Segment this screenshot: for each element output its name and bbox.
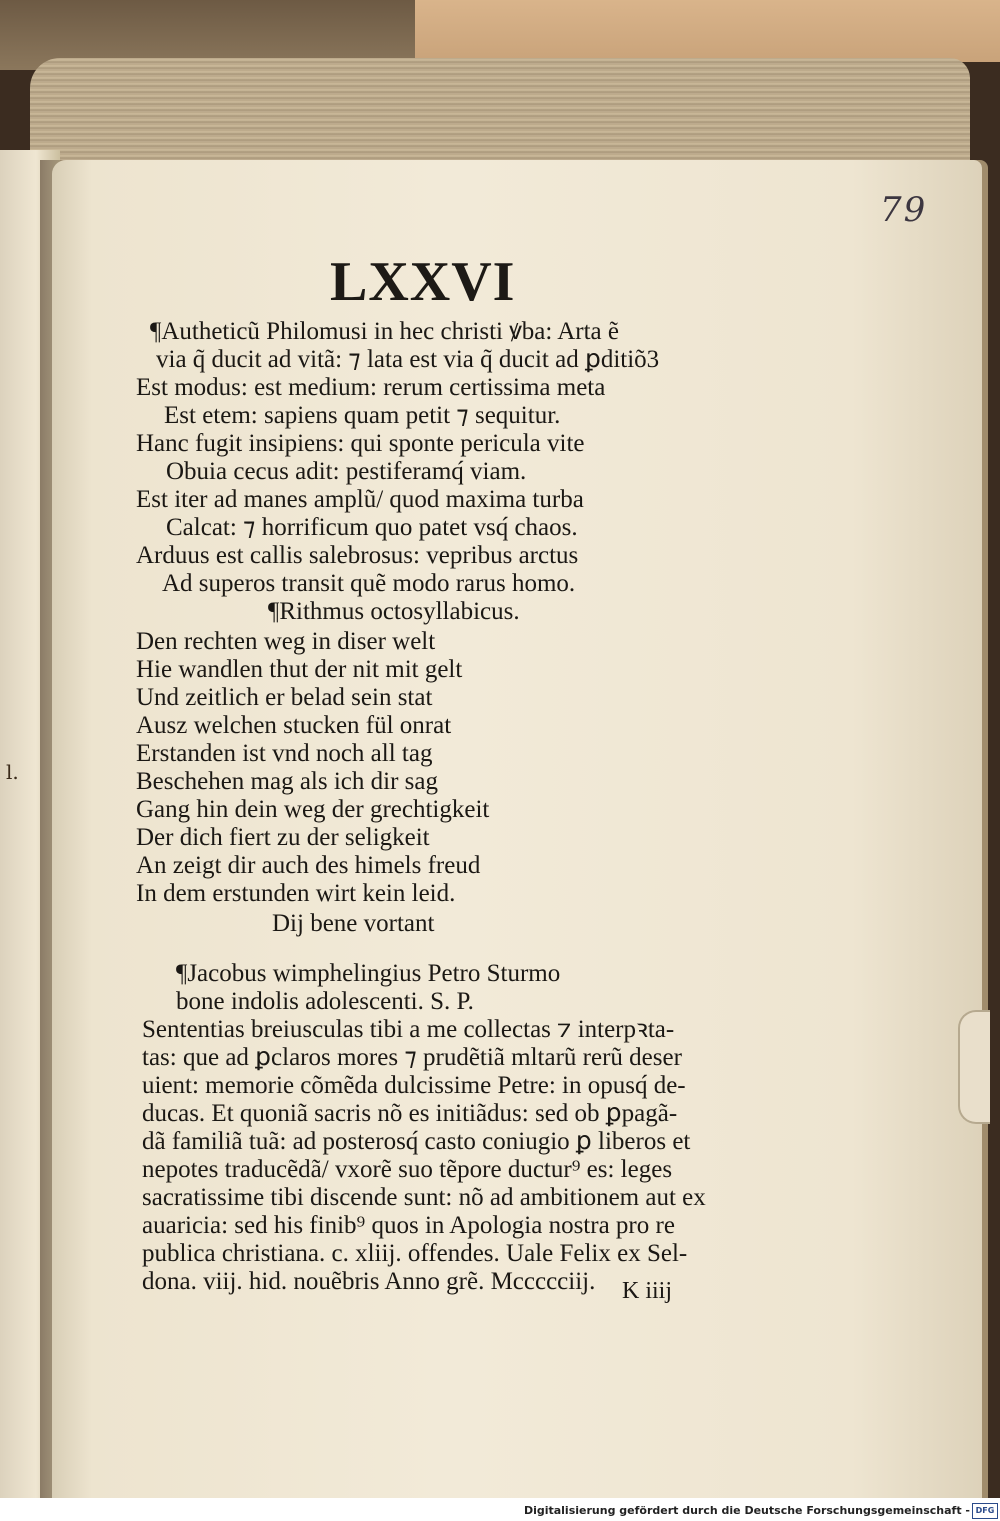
text-line: Est etem: sapiens quam petit ⁊ sequitur.: [164, 402, 561, 429]
text-line: Arduus est callis salebrosus: vepribus arctus: [136, 542, 579, 569]
dfg-logo: DFG: [972, 1503, 998, 1519]
text-line: Hanc fugit insipiens: qui sponte pericula vite: [136, 430, 585, 457]
page-tab-mark: [958, 1010, 990, 1124]
text-line: ¶Autheticũ Philomusi in hec christi ꝟba: Arta ẽ: [150, 318, 619, 345]
letter-heading: bone indolis adolescenti. S. P.: [176, 988, 474, 1015]
text-line: Ad superos transit quẽ modo rarus homo.: [162, 570, 576, 597]
verse-line: Den rechten weg in diser welt: [136, 628, 436, 655]
verse-line: Und zeitlich er belad sein stat: [136, 684, 433, 711]
closing-line: Dij bene vortant: [272, 910, 435, 937]
facing-page-fragment: l.: [6, 760, 19, 784]
text-line: via q̃ ducit ad vitã: ⁊ lata est via q̃ ducit ad ꝑditiõ3: [156, 346, 660, 373]
verse-line: Erstanden ist vnd noch all tag: [136, 740, 433, 767]
text-line: Est iter ad manes amplũ/ quod maxima turba: [136, 486, 584, 513]
text-line: dona. viij. hid. nouẽbris Anno grẽ. Mccccciij.: [142, 1268, 596, 1295]
signature-mark: K iiij: [622, 1278, 673, 1304]
text-line: Obuia cecus adit: pestiferamq́ viam.: [166, 458, 527, 485]
verse-line: In dem erstunden wirt kein leid.: [136, 880, 456, 907]
funding-footer: [0, 1500, 1000, 1521]
verse-line: Gang hin dein weg der grechtigkeit: [136, 796, 490, 823]
text-line: Sententias breiusculas tibi a me collectas ⁊ interpꝛta-: [142, 1016, 675, 1043]
verse-line: Hie wandlen thut der nit mit gelt: [136, 656, 463, 683]
text-line: uient: memorie cõmẽda dulcissime Petre: in opusq́ de-: [142, 1072, 686, 1099]
verse-line: Ausz welchen stucken fül onrat: [136, 712, 452, 739]
text-line: nepotes traducẽdã/ vxorẽ suo tẽpore ductur⁹ es: leges: [142, 1156, 673, 1183]
verse-line: Der dich fiert zu der seligkeit: [136, 824, 430, 851]
text-line: auaricia: sed his finib⁹ quos in Apologia nostra pro re: [142, 1212, 675, 1239]
verse-line: Beschehen mag als ich dir sag: [136, 768, 438, 795]
letter-heading: ¶Jacobus wimphelingius Petro Sturmo: [176, 960, 561, 987]
book-page-edges: [30, 58, 970, 168]
verse-line: An zeigt dir auch des himels freud: [136, 852, 481, 879]
text-line: ducas. Et quoniã sacris nõ es initiãdus: sed ob ꝑpagã-: [142, 1100, 678, 1127]
chapter-heading: LXXVI: [330, 251, 516, 313]
background-top-right: [415, 0, 1000, 62]
funding-notice: Digitalisierung gefördert durch die Deutsche Forschungsgemeinschaft -: [523, 1504, 970, 1517]
text-line: publica christiana. c. xliij. offendes. Uale Felix ex Sel-: [142, 1240, 688, 1267]
folio-number: 79: [880, 190, 928, 230]
section-heading: ¶Rithmus octosyllabicus.: [268, 598, 520, 625]
text-line: Est modus: est medium: rerum certissima meta: [136, 374, 606, 401]
text-line: sacratissime tibi discende sunt: nõ ad ambitionem aut ex: [142, 1184, 706, 1211]
text-line: tas: que ad ꝑclaros mores ⁊ prudẽtiã mltarũ rerũ deser: [142, 1044, 682, 1071]
text-line: Calcat: ⁊ horrificum quo patet vsq́ chaos.: [166, 514, 578, 541]
text-line: dã familiã tuã: ad posterosq́ casto coniugio ꝑ liberos et: [142, 1128, 691, 1155]
